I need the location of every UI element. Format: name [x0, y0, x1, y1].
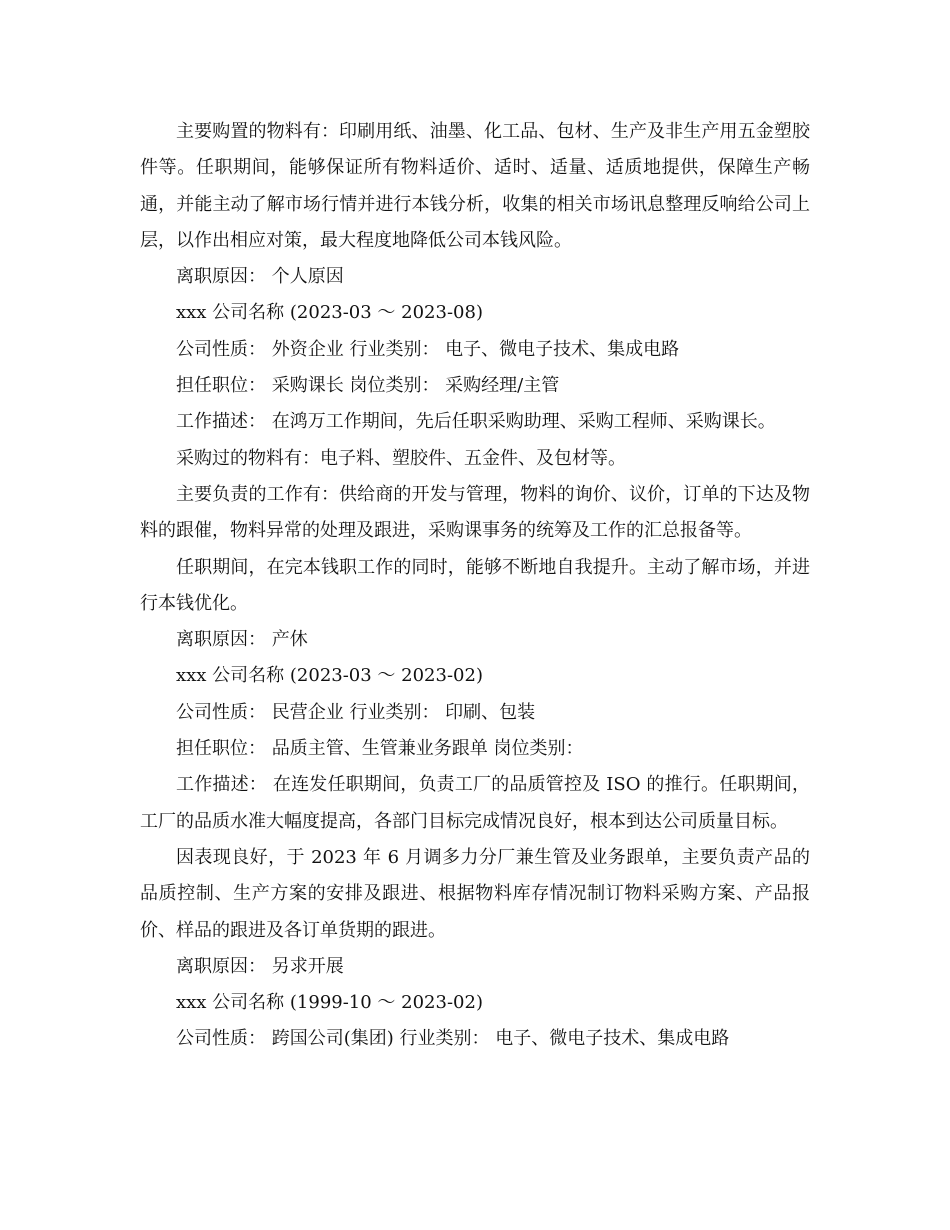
paragraph-company-1: xxx 公司名称 (2023-03 ～ 2023-08) — [176, 302, 483, 324]
paragraph-leave-reason-1: 离职原因： 个人原因 — [176, 266, 344, 288]
paragraph-company-nature-3: 公司性质： 跨国公司(集团) 行业类别： 电子、微电子技术、集成电路 — [176, 1028, 730, 1050]
paragraph-self-improvement: 任职期间，在完本钱职工作的同时，能够不断地自我提升。主动了解市场，并进行本钱优化。 — [140, 556, 810, 614]
paragraph-leave-reason-3: 离职原因： 另求开展 — [176, 955, 344, 977]
paragraph-leave-reason-2: 离职原因： 产休 — [176, 629, 308, 651]
paragraph-company-2: xxx 公司名称 (2023-03 ～ 2023-02) — [176, 665, 483, 687]
paragraph-materials-purchased: 采购过的物料有：电子料、塑胶件、五金件、及包材等。 — [176, 447, 626, 469]
paragraph-position-1: 担任职位： 采购课长 岗位类别： 采购经理/主管 — [176, 375, 560, 397]
paragraph-main-duties: 主要负责的工作有：供给商的开发与管理，物料的询价、议价，订单的下达及物料的跟催，物料异常的处理及跟进，采购课事务的统筹及工作的汇总报备等。 — [140, 483, 810, 542]
paragraph-promotion: 因表现良好，于 2023 年 6 月调多力分厂兼生管及业务跟单，主要负责产品的品质控制、生产方案的安排及跟进、根据物料库存情况制订物料采购方案、产品报价、样品的跟进及各订单货期的跟进。 — [140, 846, 810, 941]
document-body — [140, 114, 810, 1058]
paragraph-company-3: xxx 公司名称 (1999-10 ～ 2023-02) — [176, 992, 483, 1014]
paragraph-purchased-materials: 主要购置的物料有：印刷用纸、油墨、化工品、包材、生产及非生产用五金塑胶件等。任职期间，能够保证所有物料适价、适时、适量、适质地提供，保障生产畅通，并能主动了解市场行情并进行本钱分析，收集的相关市场讯息整理反响给公司上层，以作出相应对策，最大程度地降低公司本钱风险。 — [140, 121, 810, 251]
paragraph-job-description-2: 工作描述： 在连发任职期间，负责工厂的品质管控及 ISO 的推行。任职期间，工厂的品质水准大幅度提高，各部门目标完成情况良好，根本到达公司质量目标。 — [140, 774, 810, 832]
paragraph-company-nature-1: 公司性质： 外资企业 行业类别： 电子、微电子技术、集成电路 — [176, 338, 680, 360]
paragraph-company-nature-2: 公司性质： 民营企业 行业类别： 印刷、包装 — [176, 701, 536, 723]
paragraph-job-description-1: 工作描述： 在鸿万工作期间，先后任职采购助理、采购工程师、采购课长。 — [176, 411, 776, 433]
paragraph-position-2: 担任职位： 品质主管、生管兼业务跟单 岗位类别： — [176, 738, 584, 760]
